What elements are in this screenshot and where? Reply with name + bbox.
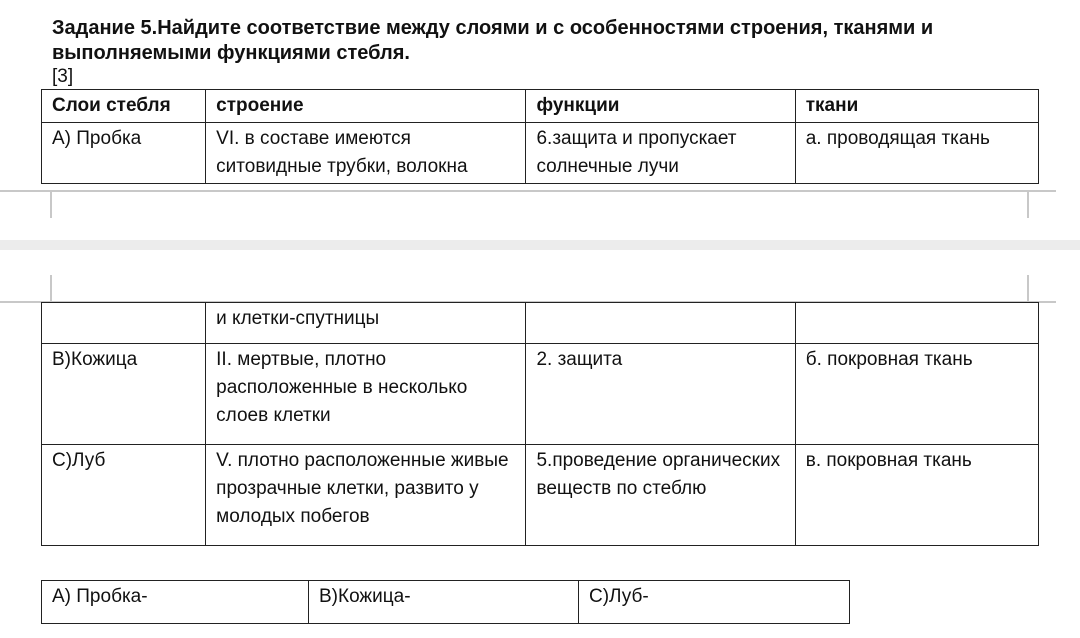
cell-structure-c: V. плотно расположенные живые прозрачные клетки, развито у молодых побегов [206,445,526,546]
cell-structure-a-continued: и клетки-спутницы [206,303,526,344]
cell-function-b: 2. защита [526,344,795,445]
answer-row [42,581,850,624]
score-label: [3] [52,66,74,87]
page-corner-mark [50,275,52,302]
header-layers: Слои стебля [42,90,206,123]
answer-cell-c[interactable]: С)Луб- [579,581,850,624]
task-title: Задание 5.Найдите соответствие между слоями и с особенностями строения, тканями и выполняемыми функциями стебля. [52,17,934,64]
table-row [42,344,1039,445]
cell-continued-function [526,303,795,344]
header-tissues: ткани [795,90,1038,123]
page-break-line-top [0,190,1056,192]
answer-table [41,580,850,624]
cell-layer-b: В)Кожица [42,344,206,445]
table-row [42,445,1039,546]
table-row [42,123,1039,184]
page-corner-mark [1027,275,1029,302]
answer-cell-a[interactable]: А) Пробка- [42,581,309,624]
table-header-row [42,90,1039,123]
page-corner-mark [50,191,52,218]
cell-structure-a: VI. в составе имеются ситовидные трубки, волокна [206,123,526,184]
cell-structure-b: II. мертвые, плотно расположенные в несколько слоев клетки [206,344,526,445]
cell-function-c: 5.проведение органических веществ по стеблю [526,445,795,546]
cell-layer-c: С)Луб [42,445,206,546]
cell-continued-layer [42,303,206,344]
answer-cell-b[interactable]: В)Кожица- [309,581,579,624]
header-structure: строение [206,90,526,123]
page-gap [0,240,1080,250]
page-corner-mark [1027,191,1029,218]
cell-tissue-c: в. покровная ткань [795,445,1038,546]
cell-continued-tissue [795,303,1038,344]
stem-layers-table-part-1 [41,89,1039,184]
cell-tissue-a: а. проводящая ткань [795,123,1038,184]
header-functions: функции [526,90,795,123]
cell-layer-a: А) Пробка [42,123,206,184]
cell-function-a: 6.защита и пропускает солнечные лучи [526,123,795,184]
cell-tissue-b: б. покровная ткань [795,344,1038,445]
stem-layers-table-part-2 [41,302,1039,546]
table-row [42,303,1039,344]
